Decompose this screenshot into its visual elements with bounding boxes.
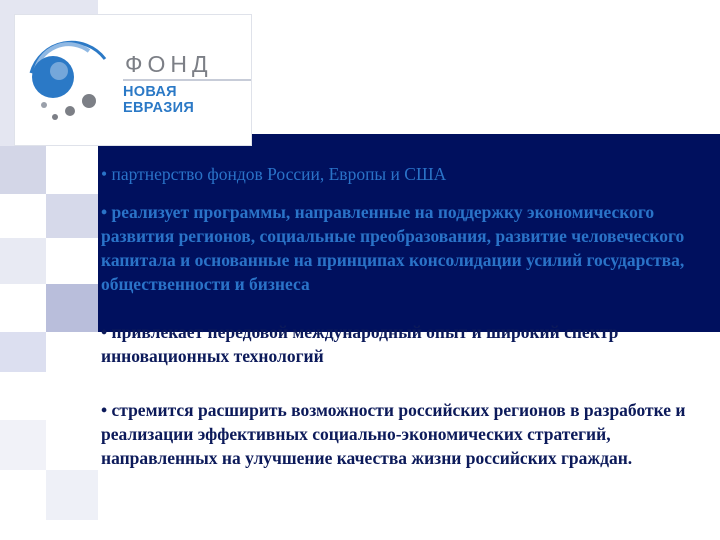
bullet-list	[101, 162, 691, 470]
decor-square	[0, 194, 46, 238]
decor-square	[0, 420, 46, 470]
decor-square	[46, 146, 98, 194]
decor-square	[46, 238, 98, 284]
decor-square	[0, 284, 46, 332]
decor-square	[46, 194, 98, 238]
decor-square	[0, 146, 46, 194]
bullet-item: • реализует программы, направленные на поддержку экономического развития регионов, социальные преобразования, развитие человеческого капитала и основанные на принципах консолидации усилий государства, общественности и бизнеса	[101, 202, 685, 294]
logo-word-nova-eurasia: НОВАЯ ЕВРАЗИЯ	[123, 84, 195, 116]
decor-square	[0, 332, 46, 372]
decor-square	[46, 284, 98, 332]
logo-divider	[123, 79, 251, 81]
logo-graphic-icon	[15, 15, 115, 145]
logo	[14, 14, 252, 146]
bullet-item: • стремится расширить возможности российских регионов в разработке и реализации эффективных социально-экономических стратегий, направленных на улучшение качества жизни российских граждан.	[101, 400, 686, 468]
bullet-item: • партнерство фондов России, Европы и США	[101, 164, 447, 184]
decor-square	[0, 238, 46, 284]
decor-square	[46, 470, 98, 520]
logo-word-fond: ФОНД	[125, 51, 213, 77]
bullet-item: • привлекает передовой международный опыт и широкий спектр инновационных технологий	[101, 322, 619, 366]
